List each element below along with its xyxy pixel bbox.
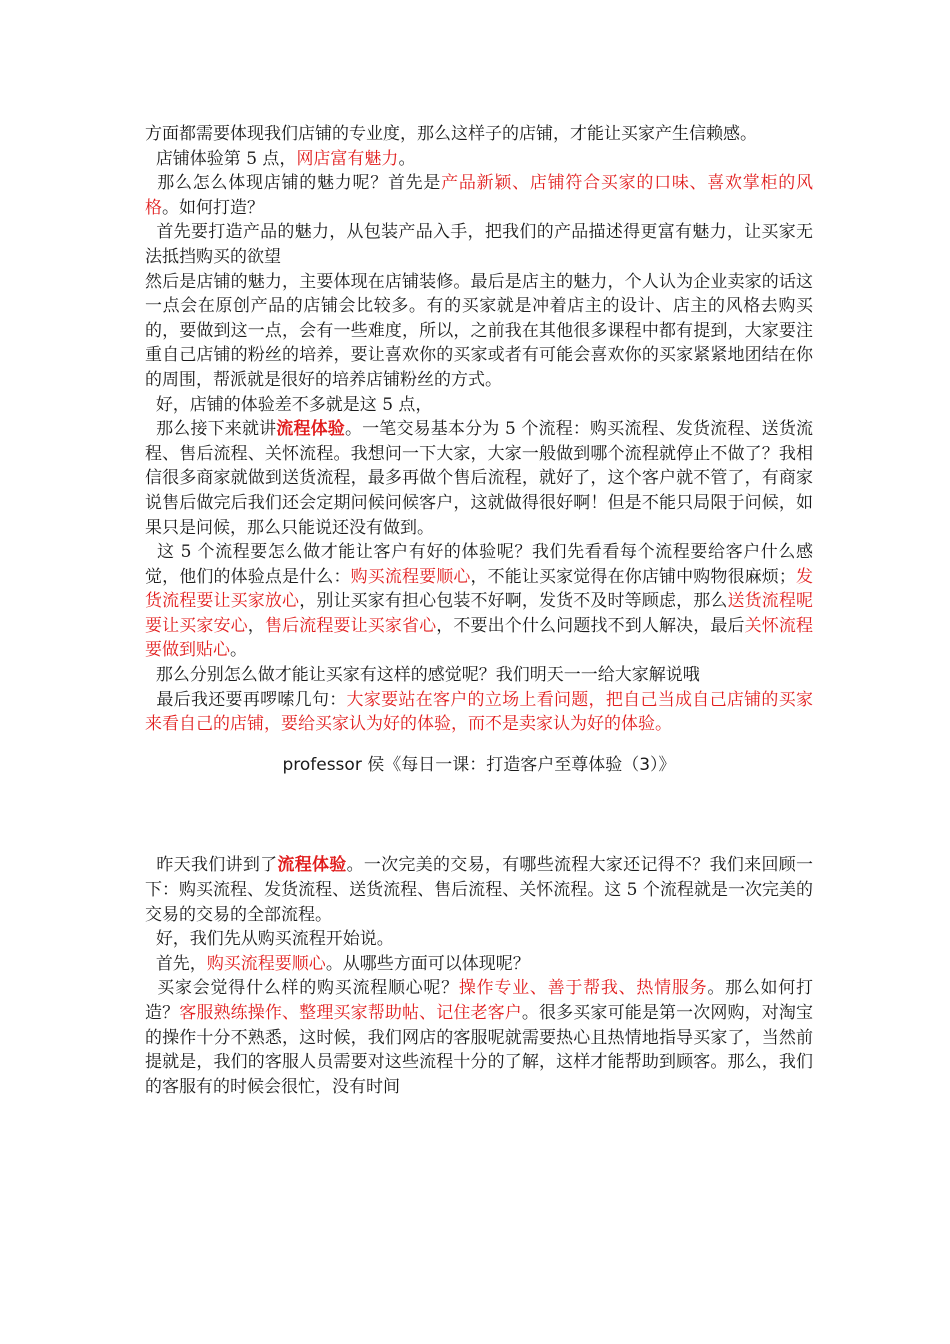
text-run: 昨天我们讲到了 <box>145 855 278 876</box>
paragraph <box>145 853 813 927</box>
text-run: 方面都需要体现我们店铺的专业度，那么这样子的店铺，才能让买家产生信赖感。 <box>145 124 757 144</box>
paragraph <box>145 270 813 393</box>
highlighted-text: 送货流程呢要让买家安心 <box>145 591 814 636</box>
text-run: professor 侯《每日一课：打造客户至尊体验（3）》 <box>282 754 676 775</box>
paragraph <box>145 122 813 147</box>
text-run: 那么分别怎么做才能让买家有这样的感觉呢？我们明天一一给大家解说哦 <box>145 665 700 686</box>
text-run: 。 <box>398 148 416 169</box>
highlighted-text: 大家要站在客户的立场上看问题，把自己当成自己店铺的买家来看自己的店铺，要给买家认为好的体验，而不是卖家认为好的体验。 <box>145 689 814 735</box>
text-run: 。 <box>230 640 247 661</box>
text-run: 买家会觉得什么样的购买流程顺心呢？ <box>145 978 459 999</box>
highlighted-text: 操作专业、善于帮我、热情服务 <box>458 978 708 999</box>
paragraph <box>145 147 813 172</box>
text-run: 。一次完美的交易，有哪些流程大家还记得不？我们来回顾一下：购买流程、发货流程、送货流程、售后流程、关怀流程。这 5 个流程就是一次完美的交易的交易的全部流程。 <box>145 855 814 925</box>
paragraph <box>145 663 813 688</box>
paragraph <box>145 220 813 269</box>
highlighted-text: 购买流程要顺心 <box>350 566 471 587</box>
text-run: ，不要出个什么问题找不到人解决，最后 <box>436 615 745 636</box>
highlighted-text: 售后流程要让买家省心 <box>264 615 437 636</box>
highlighted-text: 购买流程要顺心 <box>206 953 326 974</box>
text-run: 首先， <box>145 953 207 974</box>
text-run: 。如何打造？ <box>162 197 264 218</box>
text-run: 。那么如何打造？ <box>145 978 814 1023</box>
text-run: 这 5 个流程要怎么做才能让客户有好的体验呢？我们先看看每个流程要给客户什么感觉，他们的体验点是什么： <box>145 542 814 587</box>
text-run: 好，我们先从购买流程开始说。 <box>145 929 394 950</box>
text-run: 最后我还要再啰嗦几句： <box>145 689 347 710</box>
text-run: 。从哪些方面可以体现呢？ <box>325 953 530 974</box>
paragraph <box>145 417 813 540</box>
highlighted-text: 客服熟练操作、整理买家帮助帖、记住老客户 <box>179 1003 522 1023</box>
paragraph <box>145 688 813 737</box>
text-run: 好，店铺的体验差不多就是这 5 点， <box>145 394 433 415</box>
highlighted-text: 产品新颖、店铺符合买家的口味、喜欢掌柜的风格 <box>145 173 814 218</box>
text-run: ， <box>247 615 265 636</box>
document-body <box>145 122 813 1099</box>
text-run: 。很多买家可能是第一次网购，对淘宝的操作十分不熟悉，这时候，我们网店的客服呢就需要热心且热情地指导买家了，当然前提就是，我们的客服人员需要对这些流程十分的了解，这样才能帮助到顾客。那么，我们的客服有的时候会很忙，没有时间 <box>145 1003 814 1097</box>
highlighted-text: 流程体验 <box>277 855 347 876</box>
text-run: ，不能让买家觉得在你店铺中购物很麻烦； <box>470 566 796 587</box>
paragraph <box>145 171 813 220</box>
paragraph <box>145 976 813 1099</box>
text-run: 首先要打造产品的魅力，从包装产品入手，把我们的产品描述得更富有魅力，让买家无法抵挡购买的欲望 <box>145 222 814 267</box>
section-gap <box>145 777 813 853</box>
paragraph <box>145 540 813 663</box>
highlighted-text: 网店富有魅力 <box>296 148 399 169</box>
highlighted-text: 流程体验 <box>276 419 345 440</box>
text-run: 。一笔交易基本分为 5 个流程：购买流程、发货流程、送货流程、售后流程、关怀流程。我想问一下大家，大家一般做到哪个流程就停止不做了？我相信很多商家就做到送货流程，最多再做个售后流程，就好了，这个客户就不管了，有商家说售后做完后我们还会定期问候问候客户，这就做得很好啊！但是不能只局限于问候，如果只是问候，那么只能说还没有做到。 <box>145 419 814 538</box>
text-run: 那么接下来就讲 <box>145 419 277 440</box>
text-run: ，别让买家有担心包装不好啊，发货不及时等顾虑，那么 <box>299 591 728 612</box>
highlighted-text: 发货流程要让买家放心 <box>145 566 814 612</box>
paragraph <box>145 393 813 418</box>
text-run: 然后是店铺的魅力，主要体现在店铺装修。最后是店主的魅力，个人认为企业卖家的话这一点会在原创产品的店铺会比较多。有的买家就是冲着店主的设计、店主的风格去购买的，要做到这一点，会有一些难度，所以，之前我在其他很多课程中都有提到，大家要注重自己店铺的粉丝的培养，要让喜欢你的买家或者有可能会喜欢你的买家紧紧地团结在你的周围，帮派就是很好的培养店铺粉丝的方式。 <box>145 271 813 390</box>
text-run: 那么怎么体现店铺的魅力呢？首先是 <box>145 173 442 194</box>
paragraph <box>145 952 813 977</box>
section-title <box>145 753 813 778</box>
paragraph <box>145 927 813 952</box>
text-run: 店铺体验第 5 点， <box>145 148 297 169</box>
highlighted-text: 关怀流程要做到贴心 <box>145 615 814 661</box>
